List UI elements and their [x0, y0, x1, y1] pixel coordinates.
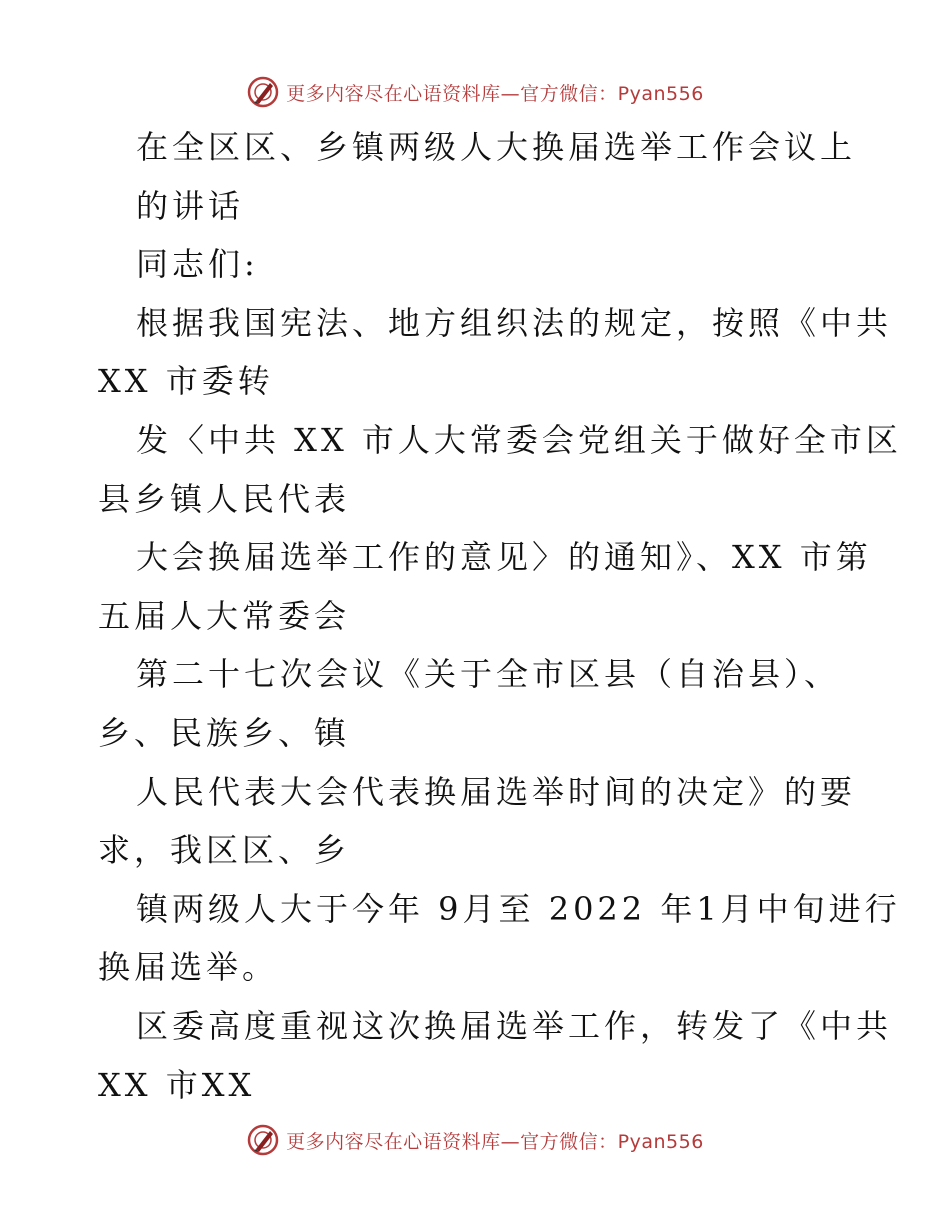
- paragraph-line: 大会换届选举工作的意见〉的通知》、XX 市第: [136, 538, 872, 577]
- paragraph-line: 求，我区区、乡: [98, 831, 351, 870]
- paragraph-line: 县乡镇人民代表: [98, 479, 351, 518]
- paragraph-line: 发〈中共 XX 市人大常委会党组关于做好全市区: [136, 420, 902, 459]
- paragraph-line: XX 市XX: [98, 1065, 256, 1104]
- paragraph-line: XX 市委转: [98, 362, 274, 401]
- pen-logo-icon: [246, 75, 280, 109]
- document-body: [98, 118, 902, 1114]
- pen-logo-icon: [246, 1123, 280, 1157]
- title-line-1: 在全区区、乡镇两级人大换届选举工作会议上: [136, 128, 857, 166]
- header-watermark-banner: [0, 70, 950, 114]
- watermark-text: 更多内容尽在心语资料库—官方微信：Pyan556: [286, 1130, 704, 1153]
- paragraph-line: 第二十七次会议《关于全市区县（自治县）、: [136, 655, 841, 694]
- watermark-text: 更多内容尽在心语资料库—官方微信：Pyan556: [286, 82, 704, 105]
- paragraph-line: 根据我国宪法、地方组织法的规定，按照《中共: [136, 303, 893, 342]
- paragraph-line: 镇两级人大于今年 9月至 2022 年1月中旬进行: [136, 889, 901, 928]
- salutation-line: 同志们:: [136, 245, 259, 284]
- footer-watermark-banner: [0, 1118, 950, 1162]
- paragraph-line: 换届选举。: [98, 948, 279, 987]
- paragraph-line: 五届人大常委会: [98, 596, 351, 635]
- paragraph-line: 人民代表大会代表换届选举时间的决定》的要: [136, 772, 857, 811]
- paragraph-line: 区委高度重视这次换届选举工作，转发了《中共: [136, 1006, 893, 1045]
- title-line-2: 的讲话: [136, 186, 245, 225]
- paragraph-line: 乡、民族乡、镇: [98, 713, 351, 752]
